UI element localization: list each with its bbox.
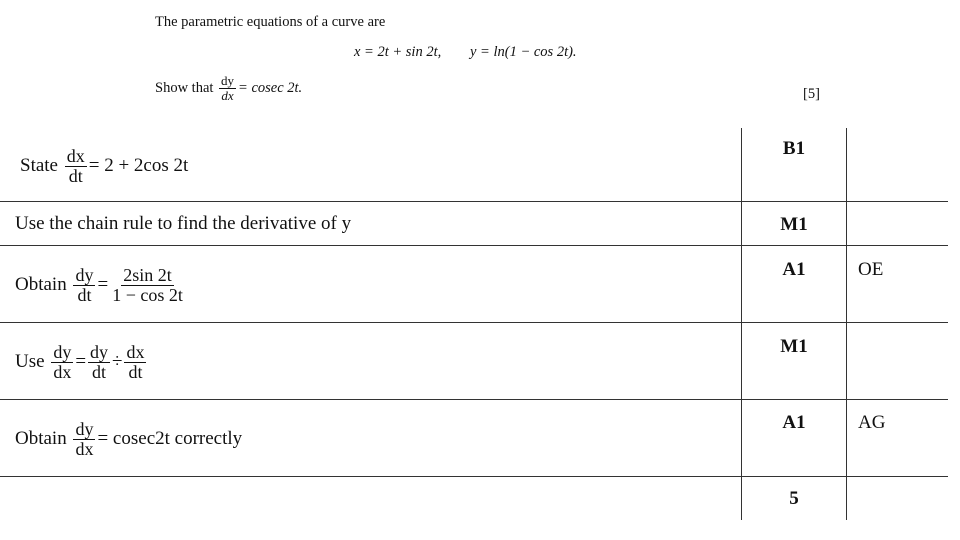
question-intro: The parametric equations of a curve are xyxy=(155,14,386,30)
show-fraction xyxy=(219,74,236,102)
frac-den: dt xyxy=(92,361,107,382)
show-suffix: = cosec 2t. xyxy=(238,79,303,96)
column-divider-note xyxy=(846,128,847,520)
divide-sign: ÷ xyxy=(112,351,123,372)
scheme-row-2-text: Use the chain rule to find the derivative of y xyxy=(15,213,352,234)
frac-num: dy xyxy=(90,341,109,362)
row-word: State xyxy=(20,155,58,176)
row-word: Obtain xyxy=(15,274,67,295)
trig-fraction xyxy=(110,266,185,305)
frac-den: dt xyxy=(77,284,92,305)
row-divider xyxy=(0,399,948,400)
row-word: Obtain xyxy=(15,428,67,449)
show-den: dx xyxy=(221,87,234,103)
scheme-row-3-text xyxy=(15,258,187,312)
dy-dx-fraction xyxy=(73,420,95,459)
scheme-row-4-text xyxy=(15,335,148,389)
dy-dt-fraction xyxy=(88,343,110,382)
dx-dt-fraction xyxy=(124,343,146,382)
row-divider xyxy=(0,476,948,477)
frac-den: dt xyxy=(128,361,143,382)
row-rest: = 2 + 2cos 2t xyxy=(88,155,189,176)
frac-num: 2sin 2t xyxy=(123,264,172,285)
mark-m1: M1 xyxy=(780,214,808,235)
mark-m1: M1 xyxy=(780,336,808,357)
show-that-line xyxy=(155,74,302,102)
frac-num: dx xyxy=(126,341,145,362)
row-rest: = cosec2t correctly xyxy=(97,428,243,449)
y-equation: y = ln(1 − cos 2t). xyxy=(470,44,577,60)
frac-den: 1 − cos 2t xyxy=(112,284,183,305)
scheme-row-5-text xyxy=(15,412,242,466)
show-num: dy xyxy=(221,73,235,88)
row-divider xyxy=(0,245,948,246)
equals-sign: = xyxy=(97,274,109,295)
note-oe: OE xyxy=(858,259,884,280)
note-ag: AG xyxy=(858,412,886,433)
mark-a1: A1 xyxy=(782,259,806,280)
dy-dx-fraction xyxy=(51,343,73,382)
x-equation: x = 2t + sin 2t, xyxy=(354,44,442,60)
frac-den: dx xyxy=(75,438,94,459)
dy-dt-fraction xyxy=(73,266,95,305)
row-divider xyxy=(0,201,948,202)
column-divider-mark xyxy=(741,128,742,520)
mark-a1: A1 xyxy=(782,412,806,433)
total-marks: 5 xyxy=(789,488,799,509)
frac-num: dy xyxy=(75,418,94,439)
frac-num: dx xyxy=(66,145,85,166)
frac-num: dy xyxy=(75,264,94,285)
frac-den: dt xyxy=(68,165,83,186)
scheme-row-1-text xyxy=(20,140,188,192)
show-prefix: Show that xyxy=(155,79,214,96)
question-marks: [5] xyxy=(803,86,820,102)
mark-b1: B1 xyxy=(782,138,806,159)
frac-den: dx xyxy=(53,361,72,382)
row-divider xyxy=(0,322,948,323)
dx-dt-fraction xyxy=(65,147,87,186)
mark-scheme-table xyxy=(0,128,948,520)
frac-num: dy xyxy=(53,341,72,362)
equals-sign: = xyxy=(75,351,87,372)
row-word: Use xyxy=(15,351,45,372)
